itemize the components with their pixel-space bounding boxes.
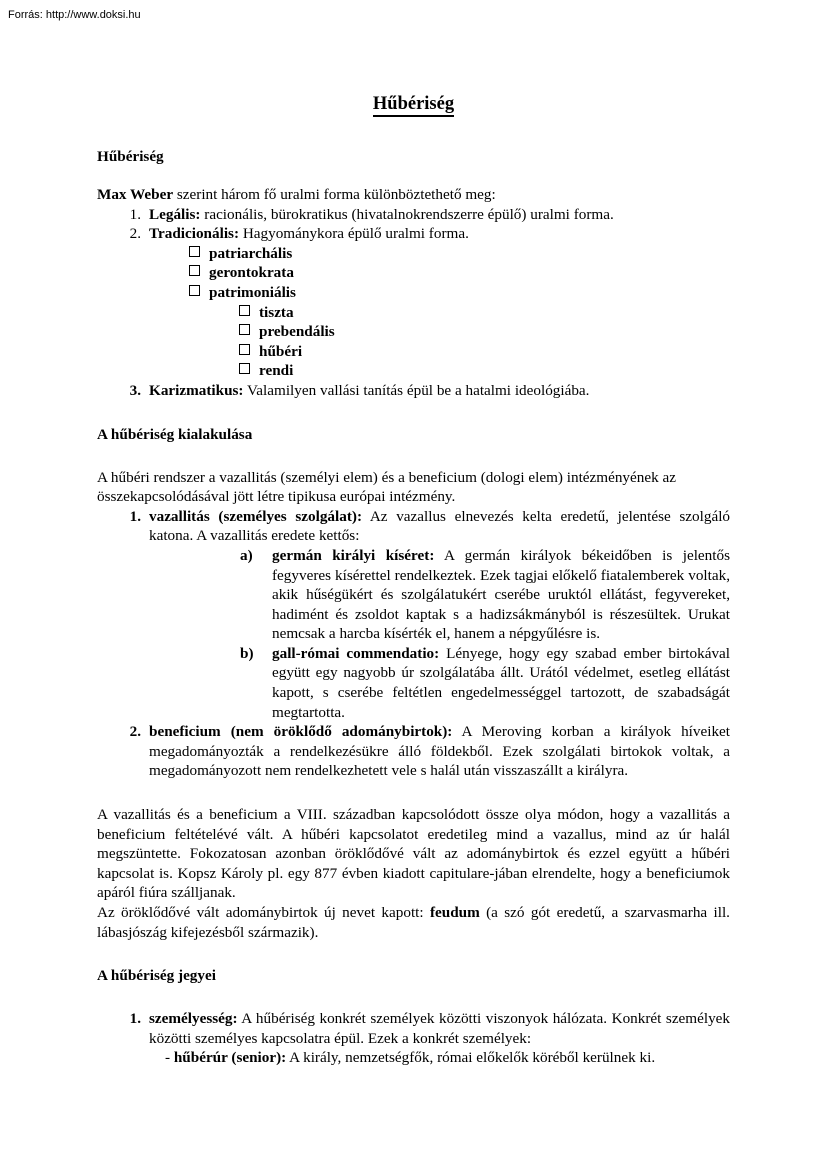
checkbox-icon xyxy=(239,324,250,335)
traditional-types-list xyxy=(97,244,730,303)
checkbox-icon xyxy=(239,344,250,355)
list-item-karizmatikus xyxy=(97,381,730,401)
spacer xyxy=(97,781,730,805)
checkbox-icon xyxy=(239,305,250,316)
desc-karizmatikus: Valamilyen vallási tanítás épül be a hatalmi ideológiába. xyxy=(243,381,590,399)
list-marker: a) xyxy=(240,546,253,564)
list-marker: 1. xyxy=(129,1010,141,1028)
list-item-tradicionalis xyxy=(97,224,730,244)
list-item-patrimonialis xyxy=(189,283,730,303)
weber-intro-text: szerint három fő uralmi forma különböztethető meg: xyxy=(173,186,496,203)
term-legalis: Legális: xyxy=(149,205,201,223)
sub-item-huberur xyxy=(149,1048,730,1068)
list-item-german-kiseret xyxy=(240,546,730,644)
label-gerontokrata: gerontokrata xyxy=(209,264,294,282)
term-commendatio: gall-római commendatio: xyxy=(272,644,440,662)
list-marker: b) xyxy=(240,644,254,662)
list-item-rendi xyxy=(239,361,730,381)
weber-forms-list-cont xyxy=(97,381,730,401)
list-item-gerontokrata xyxy=(189,263,730,283)
spacer xyxy=(97,985,730,1009)
feudum-text-after: (a szó gót eredetű, a szarvasmarha ill. lábasjószág kifejezésből származik). xyxy=(97,904,730,941)
label-patriarchalis: patriarchális xyxy=(209,244,293,262)
section-heading-jegyei: A hűbériség jegyei xyxy=(97,967,216,985)
list-item-vazallitas xyxy=(97,507,730,546)
desc-beneficium: A Meroving korban a királyok híveiket megadományozták a rendelkezésükre álló földekből. Ezek szolgálati birtokok voltak, a megadományozott nem rendelkezhetett vele s halál után visszaszállt a királyra. xyxy=(149,723,731,780)
formation-paragraph: A hűbéri rendszer a vazallitás (személyi elem) és a beneficium (dologi elem) intézményének az összekapcsolódásával jött létre tipikusa európai intézmény. xyxy=(97,468,676,506)
weber-forms-list xyxy=(97,205,730,244)
dash-marker: - xyxy=(165,1049,174,1067)
desc-german-kiseret: A germán királyok békeidőben is jelentős fegyveres kísérettel rendelkeztek. Ezek tagjai előkelő fiatalemberek voltak, akik hűségükért és szolgálatukért cserébe uruktól ellátást, fegyvereket, hadimént és zsoldot kaptak s a hadizsákmányból is részesültek. Urukat nemcsak a harcba kísérték el, hanem a népgyűlésre is. xyxy=(272,546,730,643)
traits-list xyxy=(97,1009,730,1068)
list-item-beneficium xyxy=(97,722,730,781)
desc-vazallitas: Az vazallus elnevezés kelta eredetű, jelentése szolgáló katona. A vazallitás eredete kettős: xyxy=(149,507,731,545)
term-huberur: hűbérúr (senior): xyxy=(173,1049,287,1067)
label-rendi: rendi xyxy=(259,362,294,380)
vassal-origins-list xyxy=(97,546,730,722)
checkbox-icon xyxy=(189,285,200,296)
checkbox-icon xyxy=(189,246,200,257)
list-item-prebendalis xyxy=(239,322,730,342)
page-title-text: Hűbériség xyxy=(373,94,454,117)
desc-szemelyesseg: A hűbériség konkrét személyek közötti viszonyok hálózata. Konkrét személyek közötti személyes kapcsolatra épül. Ezek a konkrét személyek: xyxy=(149,1010,730,1047)
section-heading-kialakulasa: A hűbériség kialakulása xyxy=(97,425,253,443)
page-title xyxy=(97,92,730,117)
term-german-kiseret: germán királyi kíséret: xyxy=(272,546,435,564)
feudum-paragraph xyxy=(97,903,730,942)
label-huberi: hűbéri xyxy=(259,342,303,360)
source-url-stamp: Forrás: http://www.doksi.hu xyxy=(8,9,141,21)
merge-paragraph: A vazallitás és a beneficium a VIII. században kapcsolódott össze olya módon, hogy a vazallitás a beneficium feltételévé vált. A hűbéri kapcsolatot eredetileg mind a vazallus, mind az úr halál megszüntette. Fokozatosan azonban öröklődővé vált az adománybirtok és ezzel együtt a hűbéri kapcsolat is. Kopsz Károly pl. egy 877 évben kiadott capitulare-jában elrendelte, hogy a beneficiumok apáról fiúra szálljanak. xyxy=(97,806,730,902)
weber-name: Max Weber xyxy=(97,186,174,203)
weber-intro-paragraph xyxy=(97,185,730,205)
term-beneficium: beneficium (nem öröklődő adománybirtok): xyxy=(149,723,453,741)
term-szemelyesseg: személyesség: xyxy=(149,1010,238,1028)
list-item-tiszta xyxy=(239,303,730,323)
spacer xyxy=(97,942,730,966)
formation-list xyxy=(97,507,730,546)
spacer xyxy=(97,401,730,425)
term-vazallitas: vazallitás (személyes szolgálat): xyxy=(149,507,363,525)
patrimonial-subtypes-list xyxy=(97,303,730,381)
label-patrimonialis: patrimoniális xyxy=(209,283,296,301)
label-prebendalis: prebendális xyxy=(259,323,335,341)
spacer xyxy=(97,117,730,147)
list-marker: 2. xyxy=(129,723,141,741)
desc-legalis: racionális, bürokratikus (hivatalnokrendszerre épülő) uralmi forma. xyxy=(200,205,614,223)
spacer xyxy=(97,444,730,468)
term-karizmatikus: Karizmatikus: xyxy=(149,381,244,399)
feudum-text-before: Az öröklődővé vált adománybirtok új nevet kapott: xyxy=(97,904,430,921)
desc-commendatio: Lényege, hogy egy szabad ember birtokával együtt egy nagyobb úr szolgálatába állt. Urától védelmet, esetleg ellátást kapott, s cserébe feltétlen engedelmességgel tartozott, de szabadságát megtartotta. xyxy=(272,644,730,721)
desc-tradicionalis: Hagyománykora épülő uralmi forma. xyxy=(239,225,469,243)
list-item-szemelyesseg xyxy=(97,1009,730,1068)
list-item-commendatio xyxy=(240,644,730,722)
list-marker: 3. xyxy=(129,381,141,399)
formation-list-cont xyxy=(97,722,730,781)
list-marker: 2. xyxy=(129,225,141,243)
section-heading-huberiseg: Hűbériség xyxy=(97,148,164,165)
checkbox-icon xyxy=(239,363,250,374)
list-item-huberi xyxy=(239,342,730,362)
list-item-legalis xyxy=(97,205,730,225)
list-marker: 1. xyxy=(129,205,141,223)
label-tiszta: tiszta xyxy=(259,303,294,321)
list-marker: 1. xyxy=(129,507,141,525)
spacer xyxy=(97,166,730,185)
document-content xyxy=(97,92,730,1068)
term-tradicionalis: Tradicionális: xyxy=(149,225,240,243)
list-item-patriarchalis xyxy=(189,244,730,264)
term-feudum: feudum xyxy=(429,904,480,921)
checkbox-icon xyxy=(189,265,200,276)
desc-huberur: A király, nemzetségfők, római előkelők köréből kerülnek ki. xyxy=(286,1049,656,1067)
